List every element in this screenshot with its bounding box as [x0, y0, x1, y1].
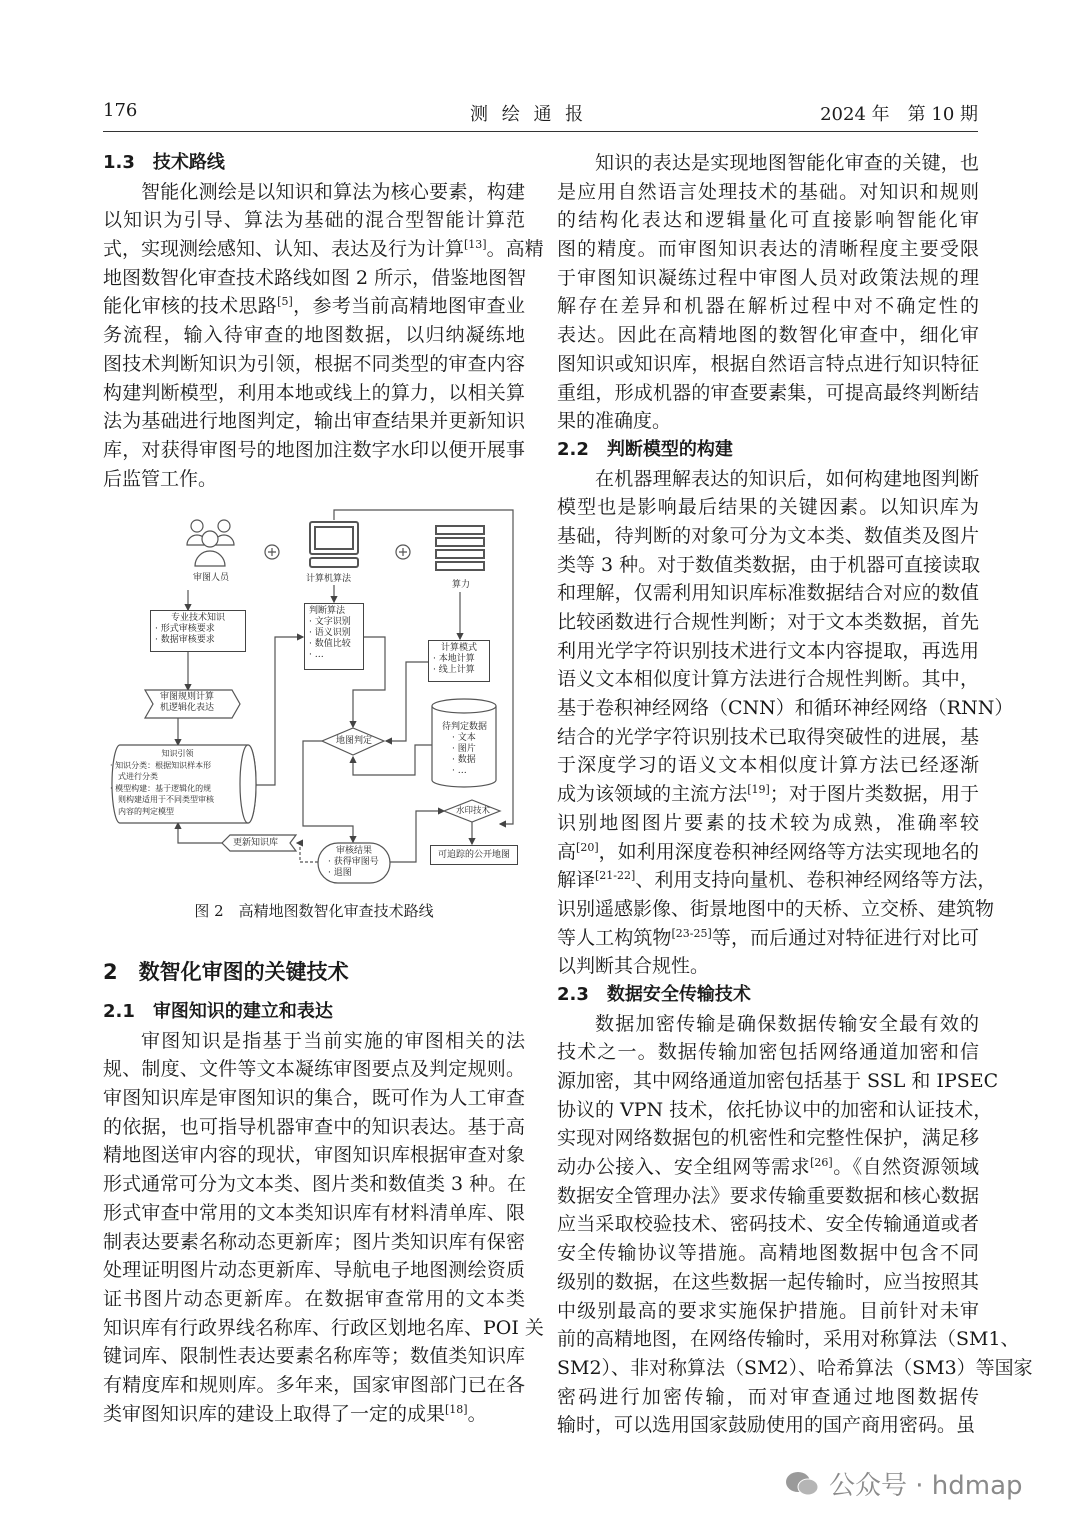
result-item: · 获得审图号 [328, 857, 379, 867]
expert-knowledge-box [150, 610, 246, 652]
page-number: 176 [103, 100, 138, 121]
text-segment: 中级别最高的要求实施保护措施。目前针对未审 [557, 1299, 979, 1322]
text-segment: 1.3 技术路线 [103, 152, 225, 173]
pending-title: 待判定数据 [442, 722, 488, 732]
knowledge-line: 式进行分类 [118, 772, 158, 781]
text-segment: 规、制度、文件等文本凝练审图要点及判定规则。 [103, 1058, 525, 1081]
text-segment: 审图知识是指基于当前实施的审图相关的法 [141, 1029, 525, 1052]
text-segment: 密码进行加密传输，而对审查通过地图数据传 [557, 1385, 979, 1408]
text-segment: 于审图知识凝练过程中审图人员对政策法规的理 [557, 266, 979, 289]
text-segment: 技术之一。数据传输加密包括网络通道加密和信 [557, 1041, 979, 1064]
text-segment: 法为基础进行地图判定，输出审查结果并更新知识 [103, 410, 525, 433]
text-segment: 2.2 判断模型的构建 [557, 438, 733, 460]
text-segment: 的结构化表达和逻辑量化可直接影响智能化审 [557, 209, 979, 232]
text-segment: 。《自然资源领域 [832, 1156, 979, 1179]
text-segment: 的依据，也可指导机器审查中的知识表达。基于高 [103, 1115, 525, 1138]
text-segment: 解存在差异和机器在解析过程中对不确定性的 [557, 295, 979, 318]
text-segment: 式，实现测绘感知、认知、表达及行为计算 [103, 238, 465, 261]
text-segment: 基于卷积神经网络（CNN）和循环神经网络（RNN） [557, 697, 1014, 720]
text-segment: 。 [467, 1402, 487, 1425]
text-segment: 结合的光学字符识别技术已取得突破性的进展，基 [557, 725, 979, 748]
text-segment: 语义文本相似度计算方法进行合规性判断。其中， [557, 668, 979, 691]
compute-mode-box [428, 640, 490, 682]
text-segment: 后监管工作。 [103, 467, 218, 490]
text-segment: 以判断其合规性。 [557, 955, 710, 978]
watermark-text: 公众号 · hdmap [829, 1471, 1023, 1501]
text-segment: ，参考当前高精地图审查业 [292, 295, 525, 318]
rules-line: 审图规则计算 [160, 692, 215, 702]
map-judge-label: 地图判定 [336, 736, 373, 746]
text-segment: 数据安全管理办法》要求传输重要数据和核心数据 [557, 1184, 979, 1207]
text-segment: 图技术判断知识为引领，根据不同类型的审查内容 [103, 352, 525, 375]
text-segment: 输时，可以选用国家鼓励使用的国产商用密码。虽 [557, 1414, 976, 1437]
knowledge-lead [110, 748, 245, 817]
text-segment: 审图知识库是审图知识的集合，既可作为人工审查 [103, 1087, 525, 1110]
text-segment: 识别遥感影像、街景地图中的天桥、立交桥、建筑物 [557, 897, 995, 920]
section-heading: 2 数智化审图的关键技术 [103, 960, 349, 984]
text-segment: SM2）、非对称算法（SM2）、哈希算法（SM3）等国家 [557, 1356, 1033, 1379]
text-segment: 安全传输协议等措施。高精地图数据中包含不同 [557, 1242, 979, 1265]
box-item: · 线上计算 [433, 665, 475, 675]
citation-superscript: [18] [445, 1402, 468, 1416]
text-segment: 图知识或知识库，根据自然语言特点进行知识特征 [557, 352, 979, 375]
text-segment: 基础，待判断的对象可分为文本类、数值类及图片 [557, 524, 979, 547]
pending-data [442, 722, 487, 777]
rules-label [160, 692, 214, 714]
text-segment: 务流程，输入待审查的地图数据，以归纳凝练地 [103, 324, 525, 347]
citation-superscript: [26] [810, 1156, 833, 1170]
result-title: 审核结果 [336, 846, 373, 856]
text-segment: 动办公接入、安全组网等需求 [557, 1156, 811, 1179]
text-segment: 解译 [557, 869, 596, 892]
text-segment: 于深度学习的语义文本相似度计算方法已经逐渐 [557, 754, 979, 777]
box-title: 计算模式 [440, 643, 477, 653]
box-item: · 本地计算 [433, 654, 475, 664]
text-segment: 2.1 审图知识的建立和表达 [103, 1001, 333, 1022]
text-segment: 识别地图图片要素的技术较为成熟，准确率较 [557, 811, 979, 834]
text-segment: 知识库有行政界线名称库、行政区划地名库、POI 关 [103, 1316, 544, 1339]
citation-superscript: [19] [747, 783, 770, 797]
text-segment: 类审图知识库的建设上取得了一定的成果 [103, 1402, 446, 1425]
text-segment: 证书图片动态更新库。在数据审查常用的文本类 [103, 1287, 525, 1310]
text-segment: 库，对获得审图号的地图加注数字水印以便开展事 [103, 438, 525, 461]
knowledge-line: 则构建适用于不同类型审核 [118, 795, 214, 804]
box-item: · 数据审核要求 [155, 635, 215, 645]
public-map-box: 可追踪的公开地图 [430, 845, 518, 865]
update-kb-label: 更新知识库 [233, 838, 279, 848]
text-segment: 等，而后通过对特征进行对比可 [711, 926, 979, 949]
result-item: · 退图 [328, 868, 352, 878]
compute-label: 算力 [452, 580, 471, 590]
pending-item: · 图片 [452, 744, 476, 754]
knowledge-line: · 模型构建：基于逻辑化的规 [110, 783, 212, 793]
box-item: · 数值比较 [309, 639, 351, 649]
judge-algorithm-box [304, 603, 364, 670]
box-item: · … [309, 650, 324, 660]
rules-line: 机逻辑化表达 [160, 703, 215, 713]
reviewers-label: 审图人员 [193, 573, 230, 583]
text-segment: 重组，形成机器的审查要素集，可提高最终判断结 [557, 381, 979, 404]
algorithm-label: 计算机算法 [306, 574, 352, 584]
text-segment: 表达。因此在高精地图的数智化审查中，细化审 [557, 324, 979, 347]
text-segment: 级别的数据，在这些数据一起传输时，应当按照其 [557, 1270, 979, 1293]
text-segment: 制表达要素名称动态更新库；图片类知识库有保密 [103, 1230, 525, 1253]
text-segment: 键词库、限制性表达要素名称库等；数值类知识库 [103, 1345, 525, 1368]
text-segment: 在机器理解表达的知识后，如何构建地图判断 [595, 467, 979, 490]
citation-superscript: [20] [576, 840, 599, 854]
text-segment: 以知识为引导、算法为基础的混合型智能计算范 [103, 209, 525, 232]
watermark-tech-label: 水印技术 [456, 806, 491, 816]
citation-superscript: [5] [277, 295, 293, 309]
text-segment: 处理证明图片动态更新库、导航电子地图测绘资质 [103, 1259, 525, 1282]
text-segment: 2.3 数据安全传输技术 [557, 983, 751, 1005]
text-segment: 形式通常可分为文本类、图片类和数值类 3 种。在 [103, 1173, 527, 1196]
citation-superscript: [23-25] [671, 926, 712, 940]
text-segment: 果的准确度。 [557, 410, 672, 433]
knowledge-line: · 知识分类：根据知识样本形 [110, 760, 212, 770]
text-segment: ，如利用深度卷积神经网络等方法实现地名的 [598, 840, 979, 863]
watermark [785, 1465, 1023, 1502]
knowledge-title: 知识引领 [161, 749, 194, 758]
wechat-icon [785, 1470, 819, 1498]
text-segment: 和理解，仅需利用知识库标准数据结合对应的数值 [557, 582, 979, 605]
text-segment: 协议的 VPN 技术，依托协议中的加密和认证技术， [557, 1098, 993, 1121]
citation-superscript: [13] [464, 238, 487, 252]
figure-caption: 图 2 高精地图数智化审查技术路线 [194, 902, 434, 920]
pending-item: · … [452, 766, 467, 776]
box-item: · 文字识别 [309, 617, 351, 627]
text-segment: 成为该领域的主流方法 [557, 783, 748, 806]
text-segment: 智能化测绘是以知识和算法为核心要素，构建 [141, 180, 525, 203]
result-label [328, 846, 379, 879]
text-segment: 数据加密传输是确保数据传输安全最有效的 [595, 1012, 979, 1035]
text-segment: 模型也是影响最后结果的关键因素。以知识库为 [557, 496, 979, 519]
text-segment: 地图数智化审查技术路线如图 2 所示，借鉴地图智 [103, 266, 527, 289]
box-item: · 语义识别 [309, 628, 351, 638]
text-segment: 有精度库和规则库。多年来，国家审图部门已在各 [103, 1373, 525, 1396]
knowledge-line: 内容的判定模型 [118, 806, 174, 816]
text-segment: 前的高精地图，在网络传输时，采用对称算法（SM1、 [557, 1328, 1020, 1351]
pending-item: · 数据 [452, 755, 476, 765]
box-title: 专业技术知识 [170, 613, 225, 623]
text-segment: 实现对网络数据包的机密性和完整性保护，满足移 [557, 1127, 979, 1150]
text-segment: 、利用支持向量机、卷积神经网络等方法， [635, 869, 997, 892]
computer-icon [310, 522, 358, 567]
text-segment: 比较函数进行合规性判断；对于文本类数据，首先 [557, 611, 979, 633]
text-segment: 应当采取校验技术、密码技术、安全传输通道或者 [557, 1213, 979, 1236]
text-segment: 高 [557, 840, 577, 863]
box-title: 判断算法 [309, 606, 346, 616]
text-segment: 是应用自然语言处理技术的基础。对知识和规则 [557, 180, 979, 203]
text-segment: 构建判断模型，利用本地或线上的算力，以相关算 [103, 381, 525, 404]
text-segment: 源加密，其中网络通道加密包括基于 SSL 和 IPSEC [557, 1070, 999, 1092]
text-segment: ；对于图片类数据，用于 [769, 783, 979, 806]
text-segment: 知识的表达是实现地图智能化审查的关键，也 [595, 152, 979, 174]
server-icon [436, 526, 484, 570]
text-segment: 能化审核的技术思路 [103, 295, 278, 318]
text-segment: 利用光学字符识别技术进行文本内容提取，再选用 [557, 639, 979, 662]
box-item: · 形式审核要求 [155, 624, 215, 634]
text-segment: 形式审查中常用的文本类知识库有材料清单库、限 [103, 1201, 525, 1224]
text-segment: 。高精 [486, 238, 544, 261]
text-segment: 图的精度。而审图知识表达的清晰程度主要受限 [557, 238, 979, 261]
text-segment: 类等 3 种。对于数值类数据，由于机器可直接读取 [557, 553, 981, 576]
issue-info: 2024 年 第 10 期 [820, 104, 978, 125]
pending-item: · 文本 [452, 733, 476, 743]
citation-superscript: [21-22] [595, 869, 636, 883]
text-segment: 精地图送审内容的现状，审图知识库根据审查对象 [103, 1144, 525, 1167]
text-segment: 等人工构筑物 [557, 926, 672, 949]
journal-name: 测 绘 通 报 [470, 104, 588, 125]
people-icon [187, 520, 234, 566]
